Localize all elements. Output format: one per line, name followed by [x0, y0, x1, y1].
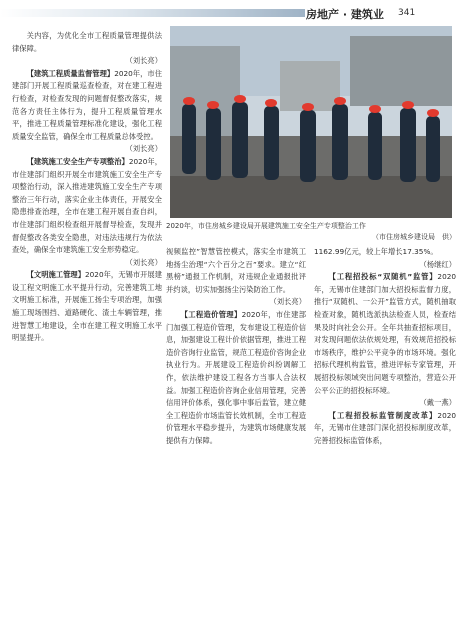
paragraph: 【建筑施工安全生产专项整治】2020年，市住建部门组织开展全市建筑施工安全生产专项整治行动，深入推进建筑施工安全生产专项整治三年行动，落实企业主体责任，开展安全隐患排查治理，全市在建工程开展自查自纠，市住建部门组织检查组开展督导检查，发现并督促整改各类安全隐患，对违法违规行为依法查处，确保全市建筑施工安全形势稳定。	[12, 156, 163, 255]
construction-site-photo	[170, 26, 452, 218]
paragraph: 【工程招投标监管制度改革】2020年，无锡市住建部门深化招投标制度改革，完善招投标监管体系，	[314, 410, 456, 445]
section-heading: 【工程招投标“双随机”监管】	[328, 272, 438, 282]
paragraph: 视频监控”智慧管控模式，落实全市建筑工地扬尘治理“六个百分之百”要求。建立“红黑榜”通报工作机制，对违规企业通报批评并约谈，切实加强扬尘污染防治工作。	[166, 247, 306, 294]
header-gradient-bar	[0, 9, 305, 17]
paragraph: 【建筑工程质量监督管理】2020年，市住建部门开展工程质量巡查检查，对在建工程进行检查，对检查发现的问题督促整改落实，规范各方责任主体行为，提升工程质量管理水平，推进工程质量管理标准化建设，强化工程质量安全监管，确保全市工程质量总体受控。	[12, 68, 162, 141]
source-note: （刘长亮）	[125, 56, 162, 66]
source-note: （刘长亮）	[125, 257, 162, 267]
photo-caption	[166, 221, 456, 242]
section-heading: 【建筑工程质量监督管理】	[26, 68, 115, 78]
caption-credit: （市住房城乡建设局 供）	[372, 232, 456, 241]
section-heading: 【建筑施工安全生产专项整治】	[26, 156, 129, 166]
source-note: （刘长亮）	[125, 144, 162, 154]
left-column	[12, 30, 162, 345]
page-number: 341	[398, 8, 416, 18]
paragraph: 【文明施工管理】2020年，无锡市开展建设工程文明施工水平提升行动，完善建筑工地文明施工标准，开展施工扬尘专项治理，加强施工现场围挡、道路硬化、渣土车辆管理，推进智慧工地建设，全市在建工程文明施工水平明显提升。	[12, 270, 162, 343]
source-note: （刘长亮）	[269, 297, 306, 307]
section-heading: 【工程造价管理】	[180, 309, 242, 319]
paragraph: 关内容，为优化全市工程质量管理提供法律保障。	[12, 31, 162, 53]
news-photo	[170, 26, 452, 218]
source-note: （杨继红）	[419, 259, 456, 269]
page-header	[0, 0, 468, 26]
section-heading: 【文明施工管理】	[26, 270, 86, 280]
paragraph: 1162.99亿元，较上年增长17.35%。	[314, 247, 438, 256]
section-heading: 【工程招投标监管制度改革】	[328, 410, 438, 420]
paragraph: 【工程造价管理】2020年，市住建部门加强工程造价管理，发布建设工程造价信息，加强建设工程计价依据管理，推进工程造价咨询行业监管，规范工程造价咨询企业执业行为。开展建设工程造价纠纷调解工作，依法维护建设工程各方当事人合法权益。加强工程造价咨询企业信用管理，完善信用评价体系，强化事中事后监管，建立健全工程造价市场监管长效机制，全市工程造价管理水平稳步提升，为建筑市场健康发展提供有力保障。	[166, 309, 306, 445]
paragraph: 【工程招投标“双随机”监管】2020年，无锡市住建部门加大招投标监督力度，推行“双随机、一公开”监管方式，随机抽取检查对象，随机选派执法检查人员，检查结果及时向社会公开。全年共抽查招标项目，对发现问题依法依规处理，有效规范招投标市场秩序，维护公平竞争的市场环境。强化招标代理机构监管，推进评标专家管理，开展招投标领域突出问题专项整治，营造公开公平公正的招投标环境。	[314, 272, 456, 395]
section-title: 房地产 · 建筑业	[306, 8, 384, 21]
caption-text: 2020年，市住房城乡建设局开展建筑施工安全生产专项整治工作	[166, 222, 366, 230]
source-note: （戴一燕）	[419, 398, 456, 408]
middle-column	[166, 246, 306, 448]
right-column	[314, 246, 456, 448]
